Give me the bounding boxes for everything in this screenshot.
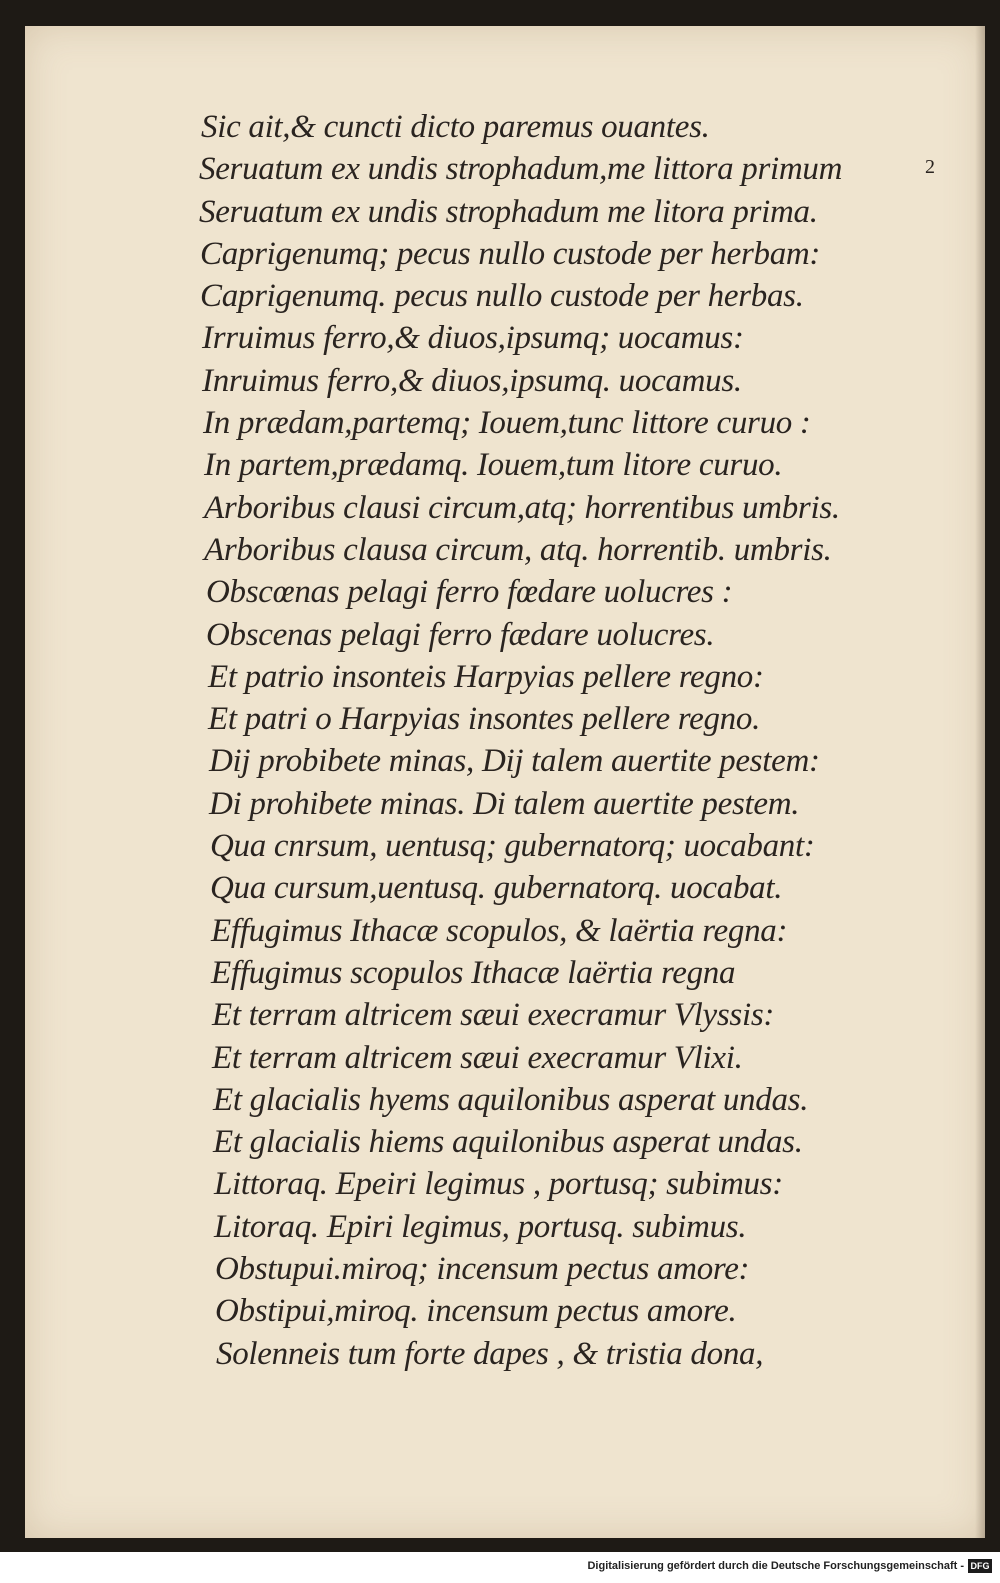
verse-line-13: Obscenas pelagi ferro fædare uolucres.: [206, 616, 715, 653]
verse-line-11: Arboribus clausa circum, atq. horrentib. umbris.: [204, 531, 832, 568]
verse-line-3: Seruatum ex undis strophadum me litora prima.: [199, 193, 818, 230]
marginal-mark: 2: [925, 156, 935, 178]
verse-line-12: Obscœnas pelagi ferro fœdare uolucres :: [206, 574, 733, 611]
dfg-logo: DFG: [968, 1559, 992, 1573]
verse-line-1: Sic ait,& cuncti dicto paremus ouantes.: [201, 109, 710, 145]
verse-line-5: Caprigenumq. pecus nullo custode per herbas.: [200, 278, 804, 315]
verse-line-24: Et glacialis hyems aquilonibus asperat undas.: [213, 1081, 809, 1118]
verse-line-17: Di prohibete minas. Di talem auertite pestem.: [209, 785, 800, 822]
verse-line-7: Inruimus ferro,& diuos,ipsumq. uocamus.: [202, 362, 742, 399]
verse-line-26: Littoraq. Epeiri legimus , portusq; subimus:: [214, 1166, 783, 1203]
verse-line-20: Effugimus Ithacæ scopulos, & laërtia regna:: [211, 912, 788, 949]
verse-line-21: Effugimus scopulos Ithacæ laërtia regna: [211, 954, 736, 991]
verse-line-2: Seruatum ex undis strophadum,me littora primum: [199, 151, 843, 188]
verse-line-6: Irruimus ferro,& diuos,ipsumq; uocamus:: [202, 320, 744, 357]
verse-line-23: Et terram altricem sæui execramur Vlixi.: [212, 1039, 743, 1076]
verse-line-14: Et patrio insonteis Harpyias pellere regno:: [208, 658, 764, 695]
verse-line-22: Et terram altricem sæui execramur Vlyssis:: [212, 997, 775, 1034]
verse-line-4: Caprigenumq; pecus nullo custode per herbam:: [200, 235, 821, 272]
verse-line-15: Et patri o Harpyias insontes pellere regno.: [208, 701, 761, 738]
verse-line-25: Et glacialis hiems aquilonibus asperat undas.: [213, 1124, 803, 1161]
book-page: [25, 26, 985, 1538]
verse-line-19: Qua cursum,uentusq. gubernatorq. uocabat.: [210, 870, 783, 907]
verse-line-16: Dij probibete minas, Dij talem auertite pestem:: [209, 743, 820, 780]
verse-block: [199, 106, 959, 1375]
verse-line-18: Qua cnrsum, uentusq; gubernatorq; uocabant:: [210, 828, 815, 865]
page-edge-shadow: [975, 26, 985, 1538]
verse-line-10: Arboribus clausi circum,atq; horrentibus umbris.: [204, 489, 840, 526]
verse-line-27: Litoraq. Epiri legimus, portusq. subimus.: [214, 1208, 747, 1245]
funding-credit: Digitalisierung gefördert durch die Deutsche Forschungsgemeinschaft -: [587, 1560, 964, 1572]
verse-line-29: Obstipui,miroq. incensum pectus amore.: [215, 1293, 737, 1330]
verse-line-8: In prædam,partemq; Iouem,tunc littore curuo :: [203, 405, 811, 442]
verse-line-28: Obstupui.miroq; incensum pectus amore:: [215, 1251, 750, 1288]
verse-line-9: In partem,prædamq. Iouem,tum litore curuo.: [204, 447, 783, 484]
digitization-footer: [0, 1552, 1000, 1583]
verse-line-30: Solenneis tum forte dapes , & tristia dona,: [216, 1335, 764, 1372]
